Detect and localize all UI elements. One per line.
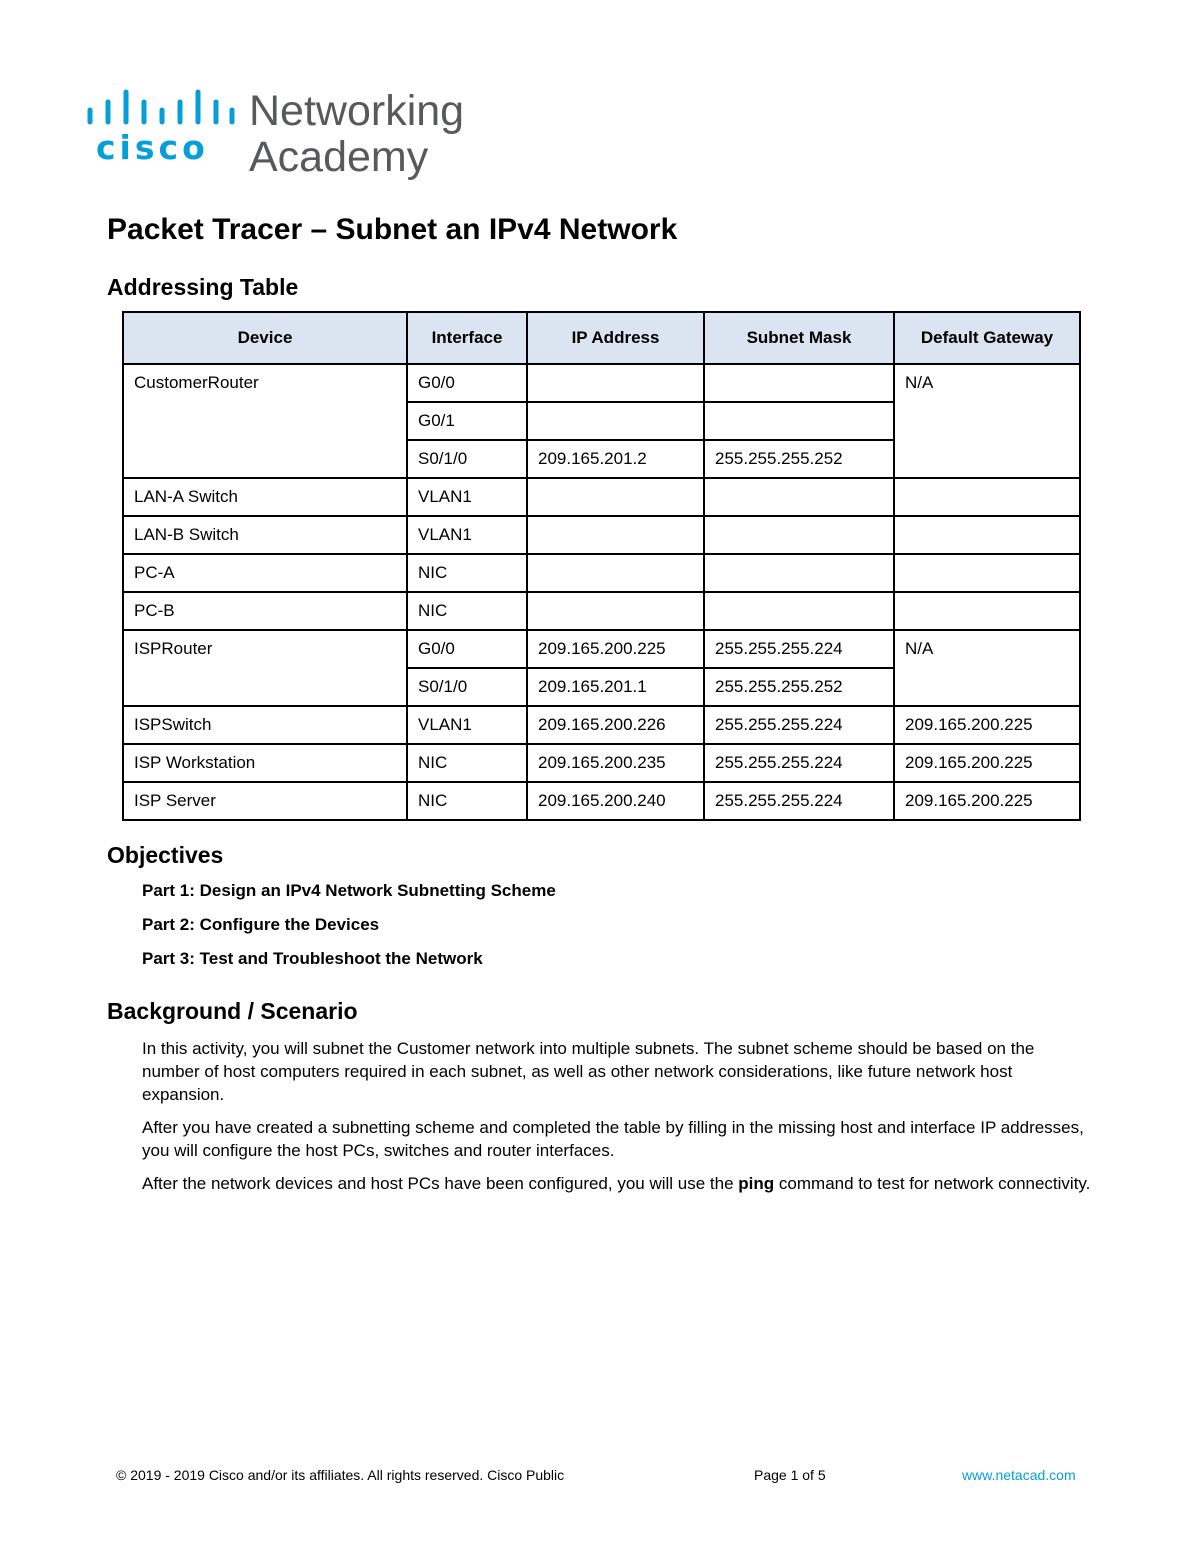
gateway-cell: N/A xyxy=(894,364,1080,478)
ip-cell xyxy=(527,592,704,630)
interface-cell: G0/0 xyxy=(407,630,527,668)
ip-cell xyxy=(527,516,704,554)
header-subnet-mask: Subnet Mask xyxy=(704,312,894,364)
interface-cell: VLAN1 xyxy=(407,516,527,554)
gateway-cell: N/A xyxy=(894,630,1080,706)
mask-cell: 255.255.255.224 xyxy=(704,630,894,668)
background-scenario-heading: Background / Scenario xyxy=(107,998,358,1024)
mask-cell: 255.255.255.252 xyxy=(704,440,894,478)
mask-cell xyxy=(704,516,894,554)
interface-cell: VLAN1 xyxy=(407,478,527,516)
table-row xyxy=(123,592,1080,630)
background-paragraph-1: In this activity, you will subnet the Customer network into multiple subnets. The subnet scheme should be based on the number of host computers required in each subnet, as well as other network considerations, like future network host expansion. xyxy=(142,1039,1035,1104)
mask-cell xyxy=(704,402,894,440)
table-row xyxy=(123,706,1080,744)
ip-cell xyxy=(527,554,704,592)
interface-cell: G0/1 xyxy=(407,402,527,440)
background-paragraph-3 xyxy=(142,1172,1092,1195)
gateway-cell xyxy=(894,478,1080,516)
device-cell: ISPRouter xyxy=(123,630,407,706)
ip-cell: 209.165.201.1 xyxy=(527,668,704,706)
objective-part-1: Part 1: Design an IPv4 Network Subnetting Scheme xyxy=(142,881,556,900)
device-cell: ISP Workstation xyxy=(123,744,407,782)
interface-cell: NIC xyxy=(407,782,527,820)
ping-command: ping xyxy=(738,1174,775,1193)
table-row xyxy=(123,478,1080,516)
mask-cell: 255.255.255.252 xyxy=(704,668,894,706)
mask-cell xyxy=(704,592,894,630)
table-row xyxy=(123,630,1080,668)
interface-cell: NIC xyxy=(407,744,527,782)
interface-cell: NIC xyxy=(407,592,527,630)
ip-cell: 209.165.200.240 xyxy=(527,782,704,820)
footer-website-link[interactable]: www.netacad.com xyxy=(962,1467,1076,1483)
table-row xyxy=(123,364,1080,402)
gateway-cell xyxy=(894,592,1080,630)
footer-page-number: Page 1 of 5 xyxy=(754,1467,826,1483)
interface-cell: S0/1/0 xyxy=(407,668,527,706)
table-row xyxy=(123,554,1080,592)
ip-cell: 209.165.201.2 xyxy=(527,440,704,478)
addressing-table xyxy=(122,311,1081,821)
gateway-cell: 209.165.200.225 xyxy=(894,782,1080,820)
background-paragraph-2: After you have created a subnetting scheme and completed the table by filling in the missing host and interface IP addresses, you will configure the host PCs, switches and router interfaces. xyxy=(142,1118,1084,1160)
networking-academy-wordmark xyxy=(249,88,464,180)
objectives-heading: Objectives xyxy=(107,842,224,868)
ip-cell: 209.165.200.225 xyxy=(527,630,704,668)
ip-cell xyxy=(527,478,704,516)
table-row xyxy=(123,744,1080,782)
paragraph-3-text-after: command to test for network connectivity. xyxy=(774,1174,1091,1193)
objective-part-2: Part 2: Configure the Devices xyxy=(142,915,380,934)
mask-cell xyxy=(704,478,894,516)
objective-part-3: Part 3: Test and Troubleshoot the Network xyxy=(142,949,483,968)
gateway-cell xyxy=(894,516,1080,554)
logo-line-networking: Networking xyxy=(249,87,465,135)
mask-cell: 255.255.255.224 xyxy=(704,744,894,782)
device-cell: ISPSwitch xyxy=(123,706,407,744)
logo-line-academy: Academy xyxy=(249,133,429,181)
mask-cell: 255.255.255.224 xyxy=(704,782,894,820)
gateway-cell: 209.165.200.225 xyxy=(894,706,1080,744)
table-row xyxy=(123,782,1080,820)
device-cell: PC-B xyxy=(123,592,407,630)
background-scenario-body xyxy=(142,1037,1092,1205)
ip-cell xyxy=(527,402,704,440)
ip-cell: 209.165.200.235 xyxy=(527,744,704,782)
cisco-wordmark: cisco xyxy=(96,128,209,167)
mask-cell xyxy=(704,554,894,592)
table-header-row xyxy=(123,312,1080,364)
interface-cell: VLAN1 xyxy=(407,706,527,744)
header-default-gateway: Default Gateway xyxy=(894,312,1080,364)
device-cell: LAN-A Switch xyxy=(123,478,407,516)
interface-cell: G0/0 xyxy=(407,364,527,402)
mask-cell: 255.255.255.224 xyxy=(704,706,894,744)
header-interface: Interface xyxy=(407,312,527,364)
addressing-table-heading: Addressing Table xyxy=(107,274,299,300)
header-ip-address: IP Address xyxy=(527,312,704,364)
device-cell: CustomerRouter xyxy=(123,364,407,478)
gateway-cell xyxy=(894,554,1080,592)
table-row xyxy=(123,516,1080,554)
cisco-bridge-bars-icon xyxy=(86,88,236,128)
mask-cell xyxy=(704,364,894,402)
document-title: Packet Tracer – Subnet an IPv4 Network xyxy=(107,213,678,246)
footer-copyright: © 2019 - 2019 Cisco and/or its affiliates. All rights reserved. Cisco Public xyxy=(116,1467,565,1483)
interface-cell: S0/1/0 xyxy=(407,440,527,478)
device-cell: LAN-B Switch xyxy=(123,516,407,554)
cisco-networking-academy-logo xyxy=(86,87,486,181)
ip-cell xyxy=(527,364,704,402)
ip-cell: 209.165.200.226 xyxy=(527,706,704,744)
paragraph-3-text-before: After the network devices and host PCs have been configured, you will use the xyxy=(142,1174,739,1193)
gateway-cell: 209.165.200.225 xyxy=(894,744,1080,782)
interface-cell: NIC xyxy=(407,554,527,592)
device-cell: ISP Server xyxy=(123,782,407,820)
device-cell: PC-A xyxy=(123,554,407,592)
header-device: Device xyxy=(123,312,407,364)
objectives-list xyxy=(142,880,556,982)
cisco-logo-mark xyxy=(86,88,236,172)
